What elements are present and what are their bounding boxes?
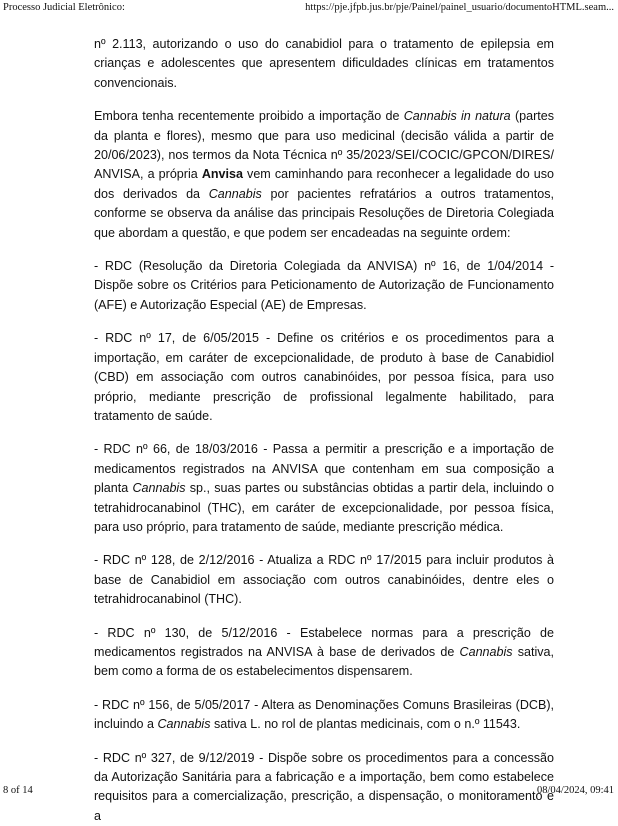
paragraph-rdc-16: - RDC (Resolução da Diretoria Colegiada da ANVISA) nº 16, de 1/04/2014 - Dispõe sobre os Critérios para Peticionamento de Autorização de Funcionamento (AFE) e Autorização Especial (AE) de Empresas. — [94, 259, 554, 312]
emphasis-cannabis: Cannabis — [459, 644, 513, 659]
emphasis-cannabis: Cannabis — [157, 717, 211, 732]
paragraph-rdc-130: - RDC nº 130, de 5/12/2016 - Estabelece normas para a prescrição de medicamentos registrados na ANVISA à base de derivados de Cannabis sativa, bem como a forma de os estabelecimentos dispensarem. — [94, 625, 555, 679]
paragraph-rdc-66: - RDC nº 66, de 18/03/2016 - Passa a permitir a prescrição e a importação de medicamentos registrados na ANVISA que contenham em sua composição a planta Cannabis sp., suas partes ou substâncias obtidas a partir dela, incluindo o tetrahidrocanabinol (THC), em caráter de excepcionalidade, por pessoa física, para uso próprio, para tratamento de saúde, mediante prescrição médica. — [94, 442, 555, 534]
paragraph-cfm-resolution: nº 2.113, autorizando o uso do canabidiol para o tratamento de epilepsia em crianças e adolescentes que apresentem dificuldades clínicas em tratamentos convencionais. — [94, 37, 554, 90]
emphasis-cannabis: Cannabis — [208, 186, 262, 201]
footer-page-number: 8 of 14 — [3, 785, 33, 796]
paragraph-rdc-156: - RDC nº 156, de 5/05/2017 - Altera as Denominações Comuns Brasileiras (DCB), incluindo a Cannabis sativa L. no rol de plantas medicinais, com o n.º 11543. — [94, 697, 554, 732]
header-page-title: Processo Judicial Eletrônico: — [3, 2, 125, 13]
paragraph-rdc-128: - RDC nº 128, de 2/12/2016 - Atualiza a RDC nº 17/2015 para incluir produtos à base de Canabidiol em associação com outros canabinóides, dentre eles o tetrahidrocanabinol (THC). — [94, 553, 554, 607]
footer-timestamp: 08/04/2024, 09:41 — [536, 785, 614, 796]
emphasis-anvisa: Anvisa — [201, 167, 243, 182]
paragraph-rdc-17: - RDC nº 17, de 6/05/2015 - Define os critérios e os procedimentos para a importação, em caráter de excepcionalidade, de produto à base de Canabidiol (CBD) em associação com outros canabinóides, por pessoa física, para uso próprio, mediante prescrição de profissional legalmente habilitado, para tratamento de saúde. — [94, 331, 554, 423]
paragraph-rdc-327: - RDC nº 327, de 9/12/2019 - Dispõe sobre os procedimentos para a concessão da Autorização Sanitária para a fabricação e a importação, bem como estabelece requisitos para a comercialização, prescrição, a dispensação, o monitoramento e a — [94, 750, 554, 823]
emphasis-cannabis: Cannabis — [132, 481, 186, 496]
paragraph-anvisa-intro: Embora tenha recentemente proibido a importação de Cannabis in natura (partes da planta e flores), mesmo que para uso medicinal (decisão válida a partir de 20/06/2023), nos termos da Nota Técnica nº 35/2023/SEI/COCIC/GPCON/DIRES/ ANVISA, a própria Anvisa vem caminhando para reconhecer a legalidade do uso dos derivados da Cannabis por pacientes refratários a outros tratamentos, conforme se observa da análise das principais Resoluções de Diretoria Colegiada que abordam a questão, e que podem ser encadeadas na seguinte ordem: — [94, 109, 554, 240]
document-body — [94, 35, 554, 826]
header-url: https://pje.jfpb.jus.br/pje/Painel/painel_usuario/documentoHTML.seam... — [305, 2, 614, 13]
emphasis-cannabis-in-natura: Cannabis in natura — [403, 109, 511, 124]
